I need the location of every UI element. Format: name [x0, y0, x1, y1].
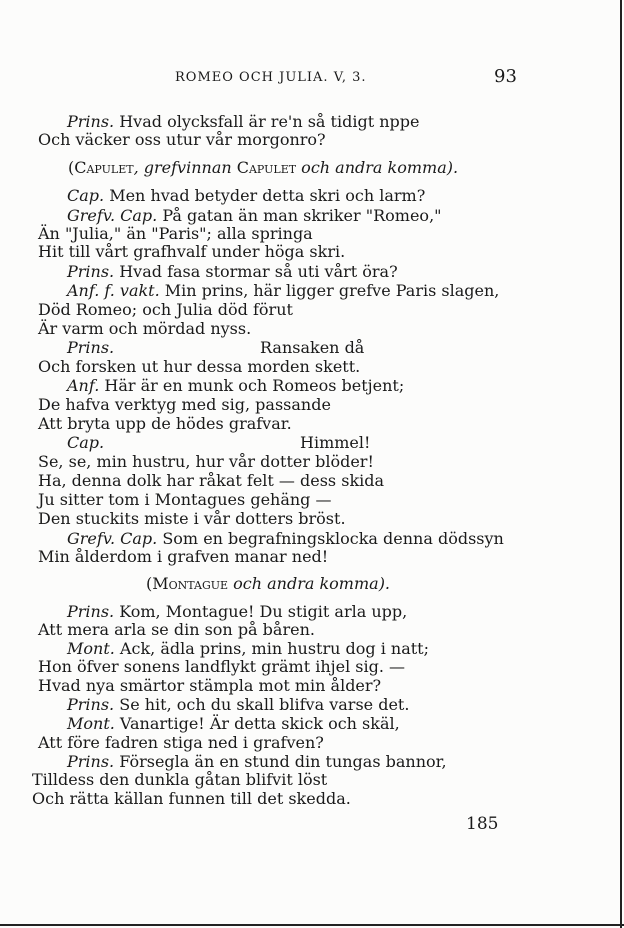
- text-line: Död Romeo; och Julia död förut: [38, 300, 293, 319]
- text-line: Att mera arla se din son på båren.: [38, 620, 315, 639]
- text-line: Himmel!: [300, 433, 371, 452]
- speaker-name: Cap.: [67, 186, 105, 205]
- text-line: [67, 714, 400, 733]
- text-line: [67, 695, 409, 714]
- character-name: Capulet: [74, 158, 134, 177]
- speaker-name: Prins.: [67, 338, 115, 357]
- speaker-name: Prins.: [67, 262, 115, 281]
- text-line: Ju sitter tom i Montagues gehäng —: [38, 490, 332, 509]
- line-text: Hvad fasa stormar så uti vårt öra?: [114, 262, 398, 281]
- text-line: Att bryta upp de hödes grafvar.: [38, 414, 292, 433]
- speaker-name: Anf.: [67, 376, 100, 395]
- text-line: Ransaken då: [260, 338, 365, 357]
- line-text: Vanartige! Är detta skick och skäl,: [114, 714, 400, 733]
- text-line: Se, se, min hustru, hur vår dotter blöder!: [38, 452, 374, 471]
- text-line: [67, 281, 499, 300]
- page-edge-bottom: [0, 924, 624, 926]
- stage-direction: (Montague och andra komma).: [146, 574, 391, 593]
- speaker-name: Mont.: [67, 714, 115, 733]
- text-line: [67, 376, 404, 395]
- speaker-name: Cap.: [67, 433, 105, 452]
- speaker-name: Grefv. Cap.: [67, 206, 158, 225]
- line-text: Kom, Montague! Du stigit arla upp,: [114, 602, 408, 621]
- text-line: De hafva verktyg med sig, passande: [38, 395, 331, 414]
- signature-number: 185: [466, 814, 499, 834]
- text-line: [67, 602, 407, 621]
- page-edge-right: [620, 0, 622, 928]
- text-line: [67, 338, 114, 357]
- line-text: Se hit, och du skall blifva varse det.: [114, 695, 410, 714]
- text-line: [67, 639, 429, 658]
- character-name: Montague: [152, 574, 229, 593]
- text-line: [67, 186, 425, 205]
- text-line: [67, 433, 104, 452]
- text-line: [67, 112, 419, 131]
- line-text: Försegla än en stund din tungas bannor,: [114, 752, 447, 771]
- text-line: [67, 752, 447, 771]
- line-text: Men hvad betyder detta skri och larm?: [104, 186, 426, 205]
- text-line: Ha, denna dolk har råkat felt — dess skida: [38, 471, 385, 490]
- text-line: Min ålderdom i grafven manar ned!: [38, 547, 329, 566]
- speaker-name: Prins.: [67, 752, 115, 771]
- line-text: Som en begrafningsklocka denna dödssyn: [157, 529, 504, 548]
- text-line: Att före fadren stiga ned i grafven?: [38, 733, 324, 752]
- speaker-name: Prins.: [67, 695, 115, 714]
- speaker-name: Mont.: [67, 639, 115, 658]
- page-number: 93: [494, 66, 517, 87]
- speaker-name: Anf. f. vakt.: [67, 281, 160, 300]
- speaker-name: Prins.: [67, 602, 115, 621]
- line-text: Ack, ädla prins, min hustru dog i natt;: [114, 639, 429, 658]
- text-line: Och forsken ut hur dessa morden skett.: [38, 357, 361, 376]
- text-line: Hon öfver sonens landflykt grämt ihjel sig. —: [38, 657, 406, 676]
- text-line: Den stuckits miste i vår dotters bröst.: [38, 509, 346, 528]
- text-line: Är varm och mördad nyss.: [38, 319, 252, 338]
- text-line: [67, 529, 504, 548]
- text-line: [67, 206, 442, 225]
- line-text: Min prins, här ligger grefve Paris slagen,: [159, 281, 500, 300]
- text-line: Hvad nya smärtor stämpla mot min ålder?: [38, 676, 382, 695]
- speaker-name: Grefv. Cap.: [67, 529, 158, 548]
- text-line: Än "Julia," än "Paris"; alla springa: [38, 224, 313, 243]
- text-line: Och rätta källan funnen till det skedda.: [32, 789, 351, 808]
- running-title: ROMEO OCH JULIA. V, 3.: [175, 70, 367, 85]
- text-line: Och väcker oss utur vår morgonro?: [38, 130, 326, 149]
- line-text: Här är en munk och Romeos betjent;: [99, 376, 405, 395]
- text-line: Tilldess den dunkla gåtan blifvit löst: [32, 770, 328, 789]
- page-header: [0, 66, 624, 90]
- text-line: [67, 262, 398, 281]
- character-name: Capulet: [236, 158, 297, 177]
- line-text: Hvad olycksfall är re'n så tidigt nppe: [114, 112, 420, 131]
- speaker-name: Prins.: [67, 112, 115, 131]
- line-text: På gatan än man skriker "Romeo,": [157, 206, 442, 225]
- text-line: Hit till vårt grafhvalf under höga skri.: [38, 242, 346, 261]
- stage-direction: (Capulet, grefvinnan Capulet och andra komma).: [68, 158, 459, 177]
